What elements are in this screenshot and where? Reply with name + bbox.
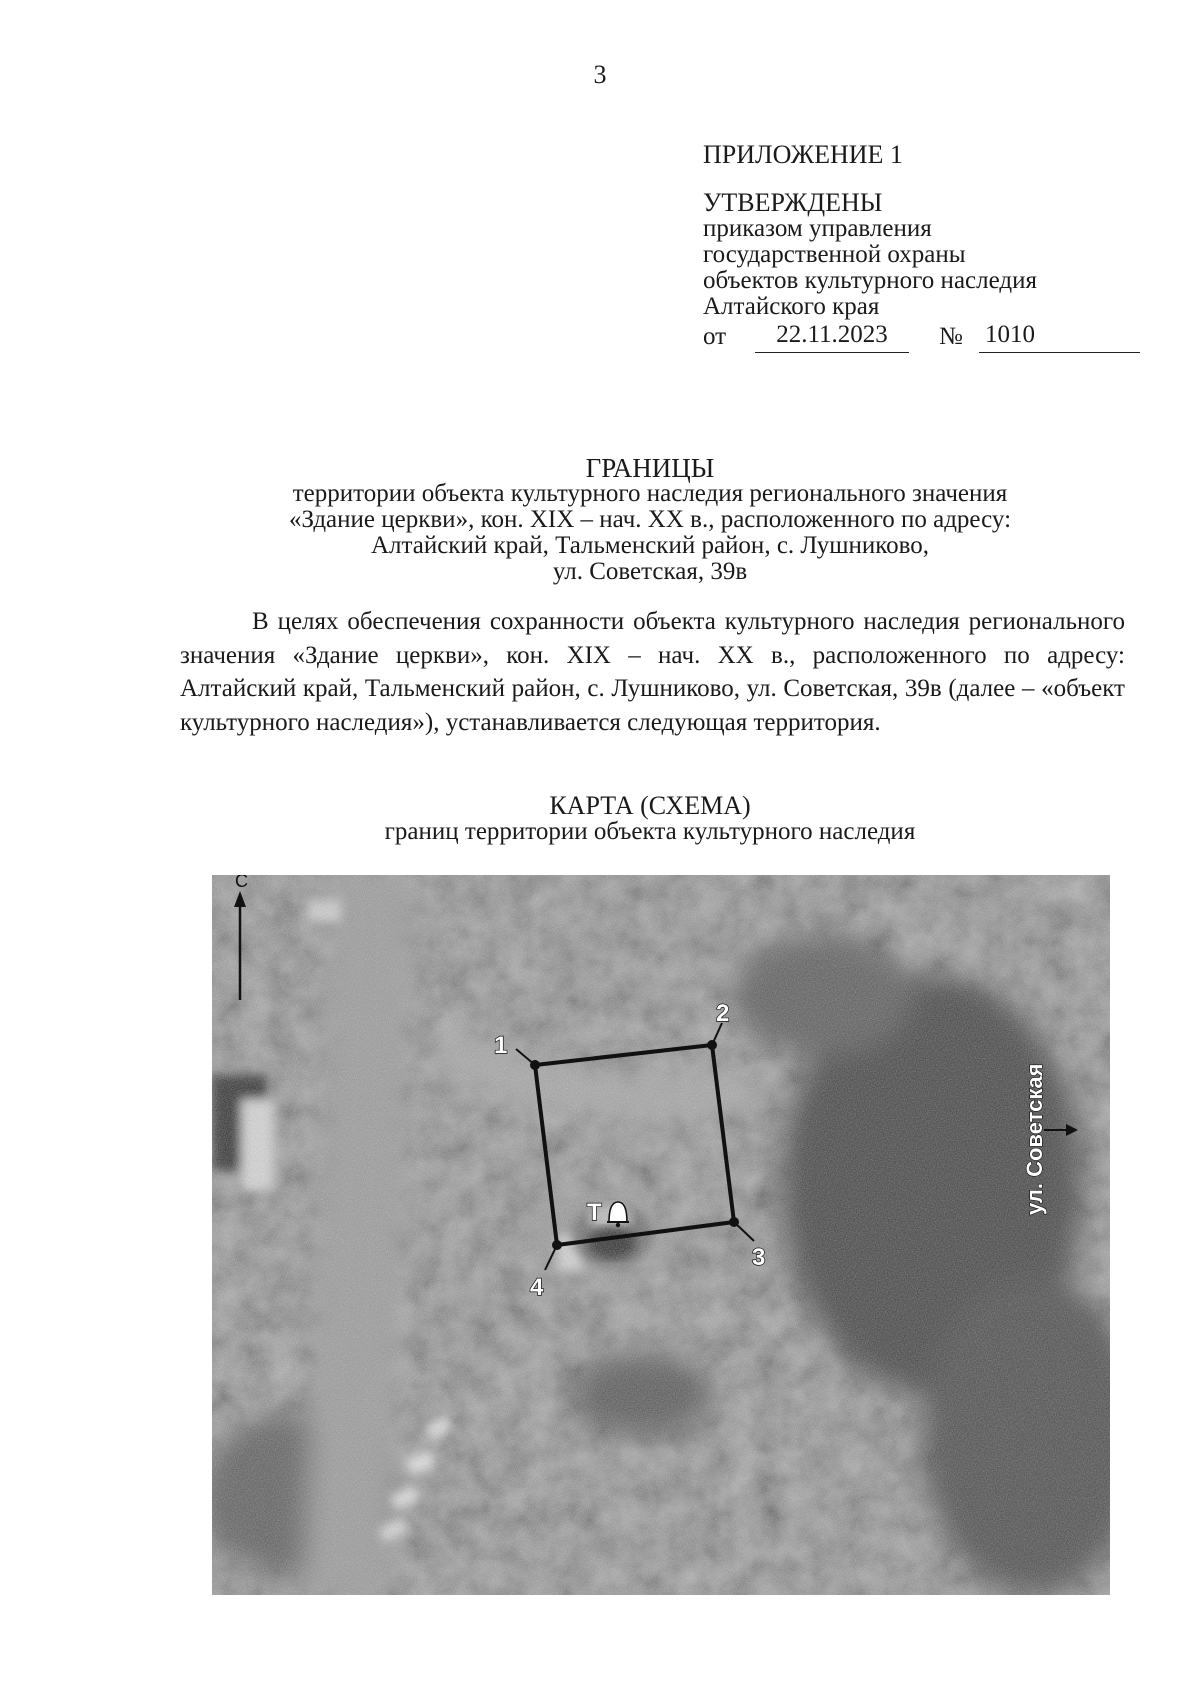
map-heading: [180, 793, 1120, 845]
heading-line: Алтайский край, Тальменский район, с. Лушниково,: [370, 532, 930, 559]
map-scheme: [212, 875, 1110, 1595]
order-date: 22.11.2023: [755, 322, 909, 353]
approval-line: объектов культурного наследия: [703, 267, 1037, 294]
number-sign: №: [939, 323, 963, 350]
body-paragraph: [180, 605, 1125, 739]
street-label: ул. Советская: [1022, 1063, 1047, 1215]
from-label: от: [703, 323, 727, 350]
page-number: 3: [593, 60, 607, 89]
heading-line: ул. Советская, 39в: [552, 558, 748, 585]
document-heading: [180, 455, 1120, 585]
point-label-2: 2: [716, 1000, 730, 1027]
approval-line: государственной охраны: [703, 241, 966, 268]
object-label: Т: [587, 1199, 602, 1226]
point-label-1: 1: [494, 1032, 508, 1059]
body-paragraph-text: В целях обеспечения сохранности объекта культурного наследия регионального значения «Здание церкви», кон. XIX – нач. XX в., расположенного по адресу: Алтайский край, Тальменский район, с. Лушниково, ул. Советская, 39в (далее – «объект культурного наследия»), устанавливается следующая территория.: [180, 608, 1125, 736]
order-number: 1010: [979, 322, 1140, 353]
map-subtitle: границ территории объекта культурного наследия: [384, 818, 916, 845]
approval-line: приказом управления: [703, 215, 932, 242]
approval-block: [703, 142, 1143, 356]
annex-label: ПРИЛОЖЕНИЕ 1: [703, 140, 903, 169]
heading-line: «Здание церкви», кон. XIX – нач. XX в., расположенного по адресу:: [288, 506, 1012, 533]
approved-label: УТВЕРЖДЕНЫ: [703, 188, 883, 217]
heading-line: территории объекта культурного наследия регионального значения: [292, 480, 1008, 507]
map-title: КАРТА (СХЕМА): [549, 791, 751, 820]
north-label: С: [235, 875, 248, 891]
point-label-4: 4: [530, 1274, 544, 1301]
point-label-3: 3: [752, 1244, 766, 1271]
satellite-imagery: [212, 875, 1110, 1595]
heading-title: ГРАНИЦЫ: [585, 453, 715, 483]
approval-line: Алтайского края: [703, 293, 880, 320]
order-date-row: [703, 322, 1143, 356]
